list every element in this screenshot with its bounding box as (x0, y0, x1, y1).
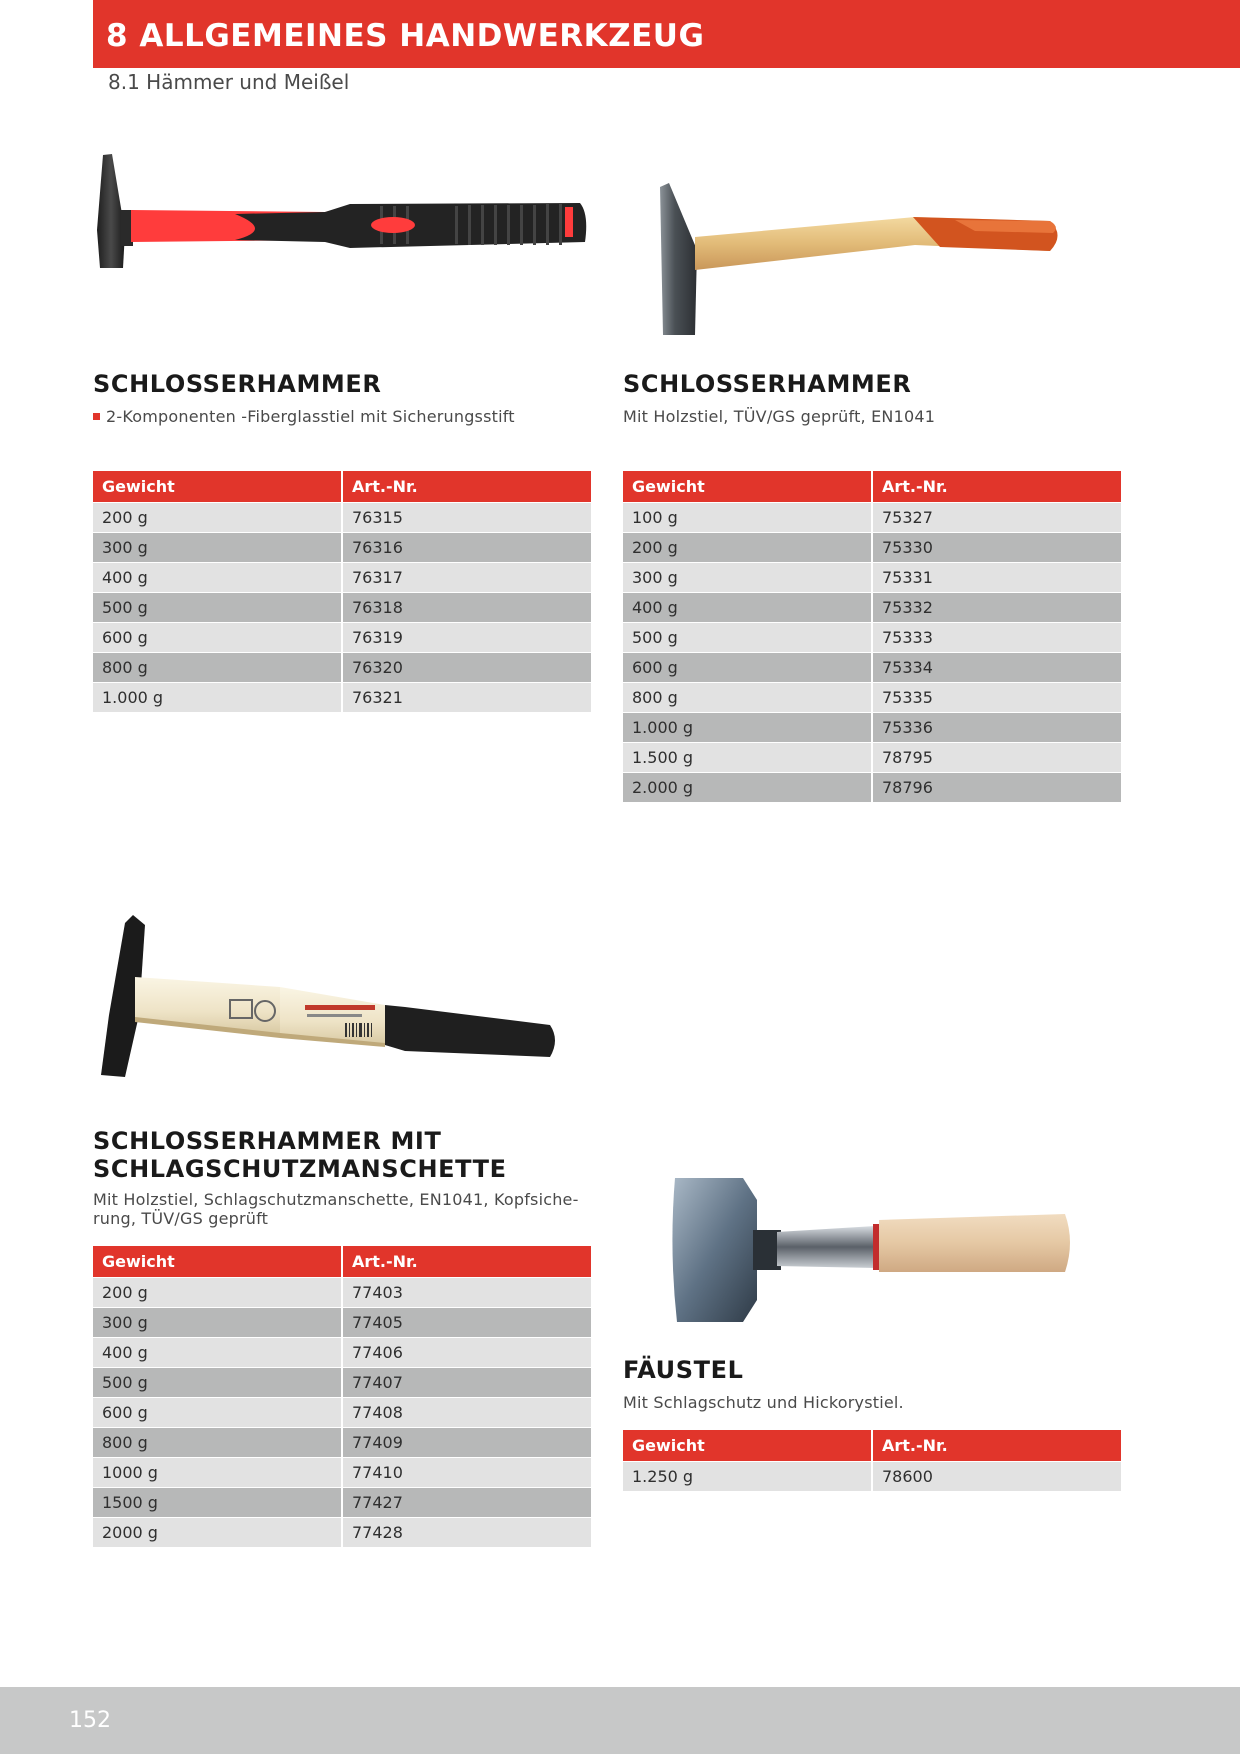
product-description: Mit Schlagschutz und Hickorystiel. (623, 1393, 904, 1412)
hammer-fiberglass-handle-icon (95, 140, 595, 310)
column-header-article-number: Art.-Nr. (873, 471, 1123, 503)
table-row (93, 1488, 593, 1518)
table-row (93, 1518, 593, 1548)
spec-table (93, 1246, 593, 1548)
weight-cell: 1500 g (93, 1488, 343, 1518)
article-number-cell: 75332 (873, 593, 1123, 623)
weight-cell: 300 g (623, 563, 873, 593)
weight-cell: 1.500 g (623, 743, 873, 773)
spec-table (623, 471, 1123, 803)
weight-cell: 200 g (93, 503, 343, 533)
weight-cell: 600 g (93, 1398, 343, 1428)
table-row (93, 1428, 593, 1458)
table-row (93, 653, 593, 683)
product-title-line: SCHLAGSCHUTZMANSCHETTE (93, 1155, 507, 1183)
article-number-cell: 76318 (343, 593, 593, 623)
column-header-weight: Gewicht (93, 471, 343, 503)
spec-table (623, 1430, 1123, 1492)
article-number-cell: 78796 (873, 773, 1123, 803)
weight-cell: 800 g (93, 653, 343, 683)
weight-cell: 800 g (93, 1428, 343, 1458)
column-header-weight: Gewicht (623, 1430, 873, 1462)
table-row (623, 623, 1123, 653)
weight-cell: 500 g (623, 623, 873, 653)
article-number-cell: 75336 (873, 713, 1123, 743)
article-number-cell: 76319 (343, 623, 593, 653)
article-number-cell: 75333 (873, 623, 1123, 653)
section-subtitle: 8.1 Hämmer und Meißel (108, 70, 350, 94)
column-header-weight: Gewicht (93, 1246, 343, 1278)
product-description (93, 407, 515, 426)
article-number-cell: 76321 (343, 683, 593, 713)
column-header-article-number: Art.-Nr. (873, 1430, 1123, 1462)
weight-cell: 2.000 g (623, 773, 873, 803)
table-row (623, 773, 1123, 803)
page-number: 152 (69, 1708, 111, 1733)
table-row (93, 533, 593, 563)
weight-cell: 600 g (93, 623, 343, 653)
weight-cell: 200 g (623, 533, 873, 563)
article-number-cell: 77405 (343, 1308, 593, 1338)
weight-cell: 400 g (93, 1338, 343, 1368)
weight-cell: 600 g (623, 653, 873, 683)
product-title (93, 1127, 507, 1183)
product-title: SCHLOSSERHAMMER (623, 370, 912, 398)
article-number-cell: 75335 (873, 683, 1123, 713)
weight-cell: 300 g (93, 533, 343, 563)
club-hammer-icon (665, 1170, 1085, 1330)
table-row (93, 683, 593, 713)
weight-cell: 1000 g (93, 1458, 343, 1488)
column-header-weight: Gewicht (623, 471, 873, 503)
weight-cell: 1.000 g (623, 713, 873, 743)
table-row (623, 713, 1123, 743)
product-description: Mit Holzstiel, TÜV/GS geprüft, EN1041 (623, 407, 936, 426)
product-description-line: rung, TÜV/GS geprüft (93, 1209, 269, 1228)
table-row (93, 563, 593, 593)
table-row (623, 593, 1123, 623)
article-number-cell: 76315 (343, 503, 593, 533)
hammer-wooden-handle-icon (655, 175, 1075, 345)
table-row (93, 1308, 593, 1338)
column-header-article-number: Art.-Nr. (343, 471, 593, 503)
chapter-header-bar (93, 0, 1240, 68)
article-number-cell: 75334 (873, 653, 1123, 683)
product-title-line: SCHLOSSERHAMMER MIT (93, 1127, 442, 1155)
article-number-cell: 76320 (343, 653, 593, 683)
article-number-cell: 77407 (343, 1368, 593, 1398)
table-row (623, 533, 1123, 563)
table-row (93, 1458, 593, 1488)
weight-cell: 1.000 g (93, 683, 343, 713)
article-number-cell: 75331 (873, 563, 1123, 593)
weight-cell: 300 g (93, 1308, 343, 1338)
weight-cell: 100 g (623, 503, 873, 533)
article-number-cell: 77409 (343, 1428, 593, 1458)
article-number-cell: 77403 (343, 1278, 593, 1308)
table-row (93, 1278, 593, 1308)
weight-cell: 200 g (93, 1278, 343, 1308)
article-number-cell: 77427 (343, 1488, 593, 1518)
table-row (623, 1462, 1123, 1492)
article-number-cell: 75330 (873, 533, 1123, 563)
weight-cell: 800 g (623, 683, 873, 713)
product-description-text: 2-Komponenten -Fiberglasstiel mit Sicherungsstift (106, 407, 515, 426)
weight-cell: 1.250 g (623, 1462, 873, 1492)
table-row (93, 1368, 593, 1398)
weight-cell: 500 g (93, 1368, 343, 1398)
page-footer (0, 1687, 1240, 1754)
column-header-article-number: Art.-Nr. (343, 1246, 593, 1278)
hammer-protective-sleeve-icon (95, 905, 595, 1090)
table-row (93, 503, 593, 533)
chapter-title: 8 ALLGEMEINES HANDWERKZEUG (106, 18, 705, 54)
spec-table (93, 471, 593, 713)
table-row (623, 743, 1123, 773)
article-number-cell: 76316 (343, 533, 593, 563)
bullet-icon (93, 413, 100, 420)
table-row (93, 1398, 593, 1428)
table-row (623, 653, 1123, 683)
weight-cell: 400 g (93, 563, 343, 593)
product-title: FÄUSTEL (623, 1356, 744, 1384)
weight-cell: 400 g (623, 593, 873, 623)
table-row (623, 503, 1123, 533)
product-description (93, 1190, 579, 1228)
weight-cell: 500 g (93, 593, 343, 623)
article-number-cell: 75327 (873, 503, 1123, 533)
table-row (93, 593, 593, 623)
article-number-cell: 78795 (873, 743, 1123, 773)
article-number-cell: 76317 (343, 563, 593, 593)
article-number-cell: 78600 (873, 1462, 1123, 1492)
product-description-line: Mit Holzstiel, Schlagschutzmanschette, EN1041, Kopfsiche- (93, 1190, 579, 1209)
article-number-cell: 77406 (343, 1338, 593, 1368)
table-row (623, 563, 1123, 593)
table-row (93, 623, 593, 653)
product-title: SCHLOSSERHAMMER (93, 370, 382, 398)
table-row (93, 1338, 593, 1368)
weight-cell: 2000 g (93, 1518, 343, 1548)
article-number-cell: 77408 (343, 1398, 593, 1428)
article-number-cell: 77410 (343, 1458, 593, 1488)
article-number-cell: 77428 (343, 1518, 593, 1548)
table-row (623, 683, 1123, 713)
